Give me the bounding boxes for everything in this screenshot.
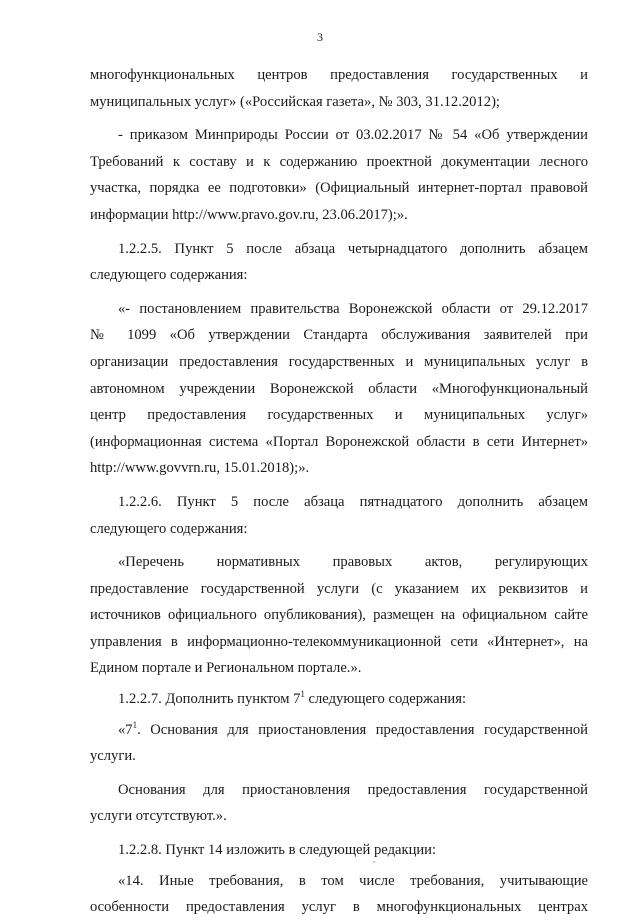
text-line: «Перечень нормативных правовых актов, регулирующих [118, 554, 588, 571]
text-line: 1.2.2.8. Пункт 14 изложить в следующей редакции: [118, 842, 437, 859]
paragraph-item-1-2-2-6 [90, 489, 588, 542]
text-line: - приказом Минприроды России от 03.02.2017 № 54 «Об утверждении [118, 127, 588, 144]
paragraph-resolution-voronezh [90, 296, 588, 482]
paragraph-item-1-2-2-7 [90, 686, 588, 713]
text-line: 1.2.2.6. Пункт 5 после абзаца пятнадцатого дополнить абзацем [118, 493, 588, 510]
text-line: «14. Иные требования, в том числе требования, учитывающие [118, 872, 588, 889]
text-line [90, 686, 588, 713]
paragraph-item-1-2-2-8 [90, 837, 588, 864]
paragraph-order-minprirody [90, 122, 588, 228]
text-line: управления в информационно-телекоммуникационной сети «Интернет», на [90, 633, 588, 650]
text-line: (информационная система «Портал Воронежской области в сети Интернет» [90, 433, 588, 450]
page-number: 3 [317, 30, 323, 44]
text-fragment: . Основания для приостановления предоставления государственной [137, 721, 588, 738]
paragraph-legal-acts-list [90, 549, 588, 682]
text-fragment: 1.2.2.7. Дополнить пунктом 7 [118, 691, 301, 708]
superscript: 1 [132, 719, 138, 730]
text-line: http://www.govvrn.ru, 15.01.2018);». [90, 460, 310, 477]
text-line: муниципальных услуг» («Российская газета», № 303, 31.12.2012); [90, 93, 500, 110]
text-line: Едином портале и Региональном портале.». [90, 660, 362, 677]
paragraph-suspension-grounds-title [90, 717, 588, 770]
text-line: «- постановлением правительства Воронежской области от 29.12.2017 [118, 300, 588, 317]
text-line: услуги. [90, 748, 136, 765]
text-fragment: «7 [118, 721, 133, 738]
paragraph-suspension-grounds-none [90, 777, 588, 830]
text-line: источников официального опубликования), размещен на официальном сайте [90, 607, 588, 624]
paragraph-item-1-2-2-5 [90, 236, 588, 289]
text-line: следующего содержания: [90, 520, 248, 537]
paragraph-item-14 [90, 868, 588, 921]
text-line: 1.2.2.5. Пункт 5 после абзаца четырнадцатого дополнить абзацем [118, 240, 588, 257]
text-line: Основания для приостановления предоставления государственной [118, 781, 588, 798]
document-body [90, 62, 588, 921]
text-line: № 1099 «Об утверждении Стандарта обслуживания заявителей при [90, 327, 588, 344]
paragraph-continuation [90, 62, 588, 115]
text-line: предоставление государственной услуги (с указанием их реквизитов и [90, 580, 588, 597]
text-line: Требований к составу и к содержанию проектной документации лесного [90, 153, 588, 170]
text-line: автономном учреждении Воронежской области «Многофункциональный [90, 380, 588, 397]
text-line: информации http://www.pravo.gov.ru, 23.06.2017);». [90, 206, 408, 223]
text-line: услуги отсутствуют.». [90, 808, 227, 825]
text-line: следующего содержания: [90, 267, 248, 284]
text-line: организации предоставления государственных и муниципальных услуг в [90, 353, 588, 370]
text-line: многофункциональных центров предоставления государственных и [90, 67, 588, 83]
text-line: особенности предоставления услуг в многофункциональных центрах [90, 899, 588, 916]
scan-speck [373, 861, 375, 863]
text-fragment: следующего содержания: [308, 691, 466, 708]
text-line: центр предоставления государственных и муниципальных услуг» [90, 407, 588, 424]
text-line: участка, порядка ее подготовки» (Официальный интернет-портал правовой [90, 180, 588, 197]
text-line [90, 717, 588, 744]
superscript: 1 [300, 689, 305, 700]
